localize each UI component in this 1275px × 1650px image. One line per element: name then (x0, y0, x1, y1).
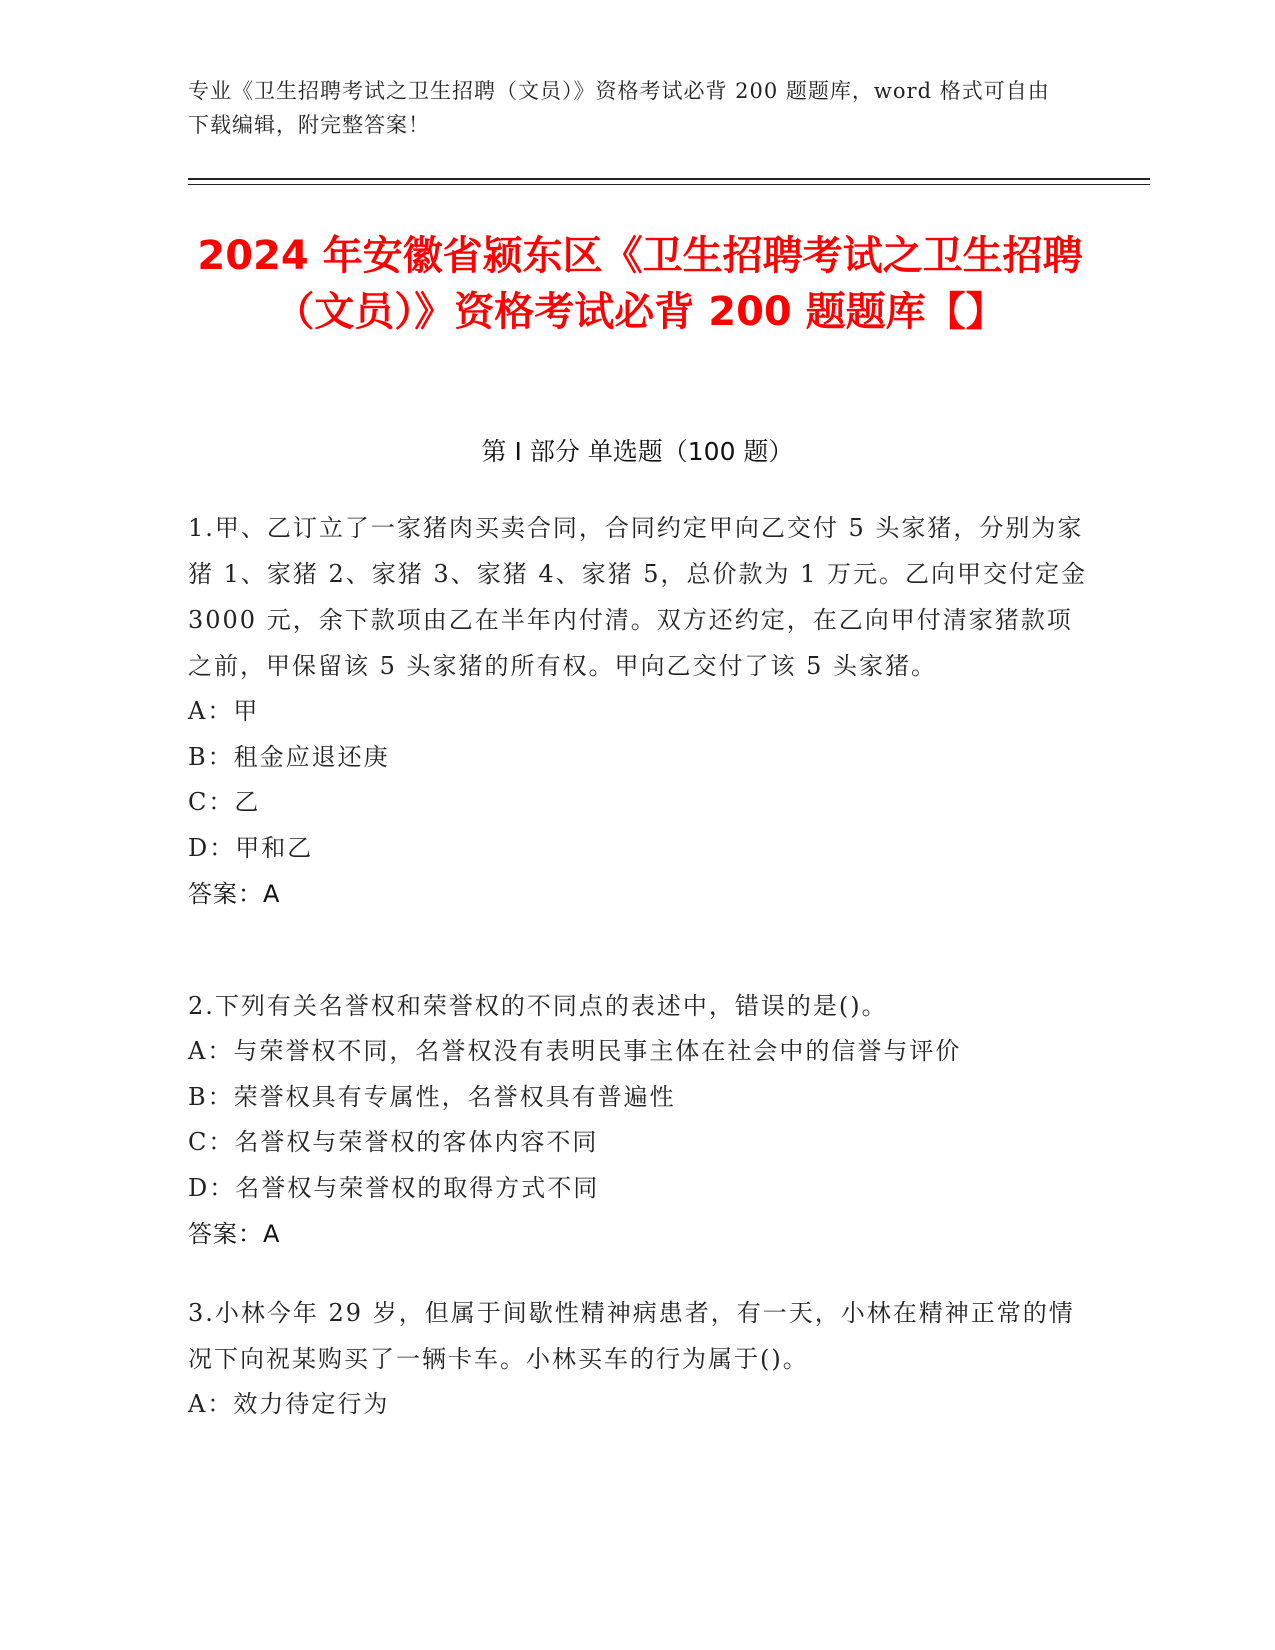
question-stem: 1.甲、乙订立了一家猪肉买卖合同，合同约定甲向乙交付 5 头家猪，分别为家猪 1、家猪 2、家猪 3、家猪 4、家猪 5，总价款为 1 万元。乙向甲交付定金 3000 元，余下款项由乙在半年内付清。双方还约定，在乙向甲付清家猪款项之前，甲保留该 5 头家猪的所有权。甲向乙交付了该 5 头家猪。 (188, 514, 1088, 680)
option-b: B：荣誉权具有专属性，名誉权具有普遍性 (188, 1082, 676, 1111)
option-d: D：名誉权与荣誉权的取得方式不同 (188, 1173, 600, 1202)
option-c: C：乙 (188, 788, 261, 816)
option-d: D：甲和乙 (188, 833, 314, 862)
question-2 (188, 983, 1088, 1257)
option-b: B：租金应退还庚 (188, 742, 390, 771)
header-divider-thin (188, 184, 1150, 185)
header-note: 专业《卫生招聘考试之卫生招聘（文员）》资格考试必背 200 题题库，word 格式可自由下载编辑，附完整答案！ (188, 79, 1050, 137)
question-1 (188, 505, 1088, 917)
question-3 (188, 1290, 1088, 1428)
option-a: A：甲 (188, 697, 260, 725)
question-stem: 2.下列有关名誉权和荣誉权的不同点的表述中，错误的是()。 (188, 992, 888, 1020)
answer: 答案：A (188, 880, 281, 908)
option-a: A：与荣誉权不同，名誉权没有表明民事主体在社会中的信誉与评价 (188, 1037, 962, 1065)
document-title: 2024 年安徽省颍东区《卫生招聘考试之卫生招聘（文员）》资格考试必背 200 题题库【】 (197, 233, 1083, 335)
option-c: C：名誉权与荣誉权的客体内容不同 (188, 1128, 599, 1156)
answer: 答案：A (188, 1220, 281, 1248)
option-a: A：效力待定行为 (188, 1390, 390, 1418)
header-divider-thick (188, 178, 1150, 180)
question-stem: 3.小林今年 29 岁，但属于间歇性精神病患者，有一天，小林在精神正常的情况下向祝某购买了一辆卡车。小林买车的行为属于()。 (188, 1299, 1075, 1373)
section-title: 第 I 部分 单选题（100 题） (481, 437, 794, 466)
